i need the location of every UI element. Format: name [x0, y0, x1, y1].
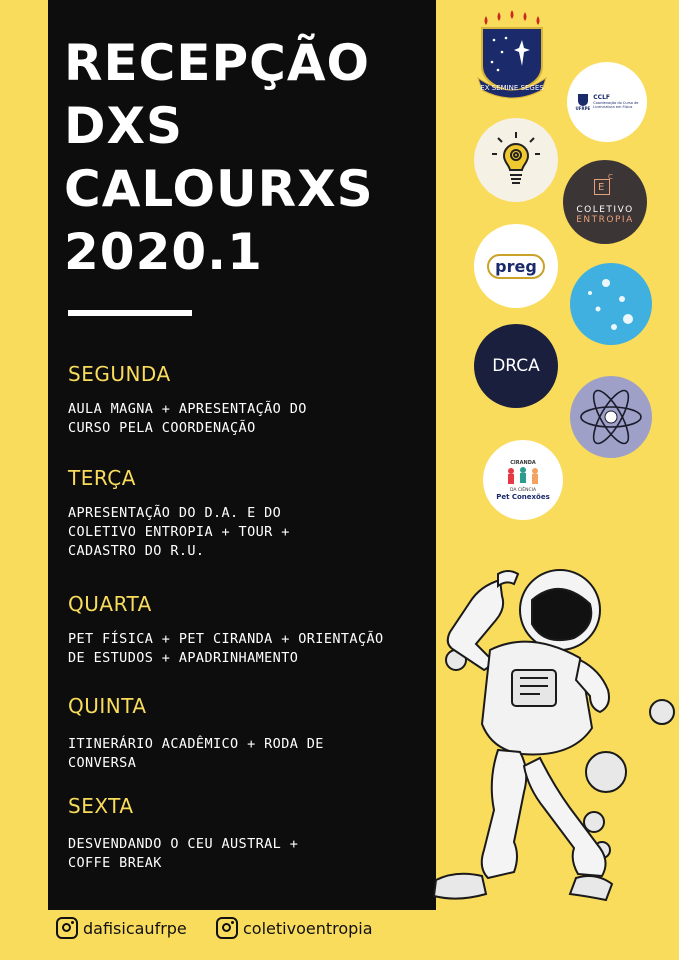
entropia-letter-e: E	[598, 182, 605, 193]
instagram-link-entropia[interactable]	[216, 917, 373, 939]
description-line: CADASTRO DO R.U.	[68, 543, 205, 559]
title-line: DXS	[64, 97, 184, 155]
title-line: 2020.1	[64, 223, 263, 281]
day-description-wednesday	[68, 630, 428, 668]
atom-logo	[570, 376, 652, 458]
title-line: RECEPÇÃO	[64, 34, 371, 92]
instagram-link-dafisica[interactable]	[56, 917, 187, 939]
day-description-friday	[68, 835, 428, 873]
description-line: ITINERÁRIO ACADÊMICO + RODA DE	[68, 736, 324, 752]
day-description-tuesday	[68, 504, 428, 561]
day-heading-monday: SEGUNDA	[68, 362, 171, 386]
day-heading-tuesday: TERÇA	[68, 466, 136, 490]
astronaut-illustration	[380, 560, 679, 940]
description-line: DE ESTUDOS + APADRINHAMENTO	[68, 650, 299, 666]
description-line: COLETIVO ENTROPIA + TOUR +	[68, 524, 290, 540]
cclf-text: Coordenação do Curso de	[593, 100, 639, 105]
instagram-icon	[56, 917, 78, 939]
lightbulb-icon	[490, 130, 542, 190]
instagram-icon	[216, 917, 238, 939]
small-planet	[584, 812, 604, 832]
planet-logo	[570, 263, 652, 345]
lightbulb-logo	[474, 118, 558, 202]
page-title	[64, 32, 444, 284]
cclf-text: Licenciatura em Física	[593, 104, 633, 109]
atom-icon	[576, 382, 646, 452]
description-line: PET FÍSICA + PET CIRANDA + ORIENTAÇÃO	[68, 631, 384, 647]
day-description-monday	[68, 400, 428, 438]
preg-label: preg	[495, 256, 537, 276]
entropia-label: COLETIVO	[576, 205, 634, 215]
drca-label: DRCA	[492, 356, 540, 376]
day-heading-wednesday: QUARTA	[68, 592, 152, 616]
ufrpe-crest-logo	[472, 10, 552, 102]
instagram-handle: dafisicaufrpe	[83, 918, 187, 938]
description-line: CONVERSA	[68, 755, 137, 771]
coletivo-entropia-logo	[563, 160, 647, 244]
entropia-mark	[594, 173, 616, 201]
small-planet	[650, 700, 674, 724]
cclf-abbr: CCLF	[593, 93, 610, 101]
pet-label: Pet Conexões	[496, 492, 550, 501]
drca-logo	[474, 324, 558, 408]
pet-conexoes-logo	[483, 440, 563, 520]
preg-logo	[474, 224, 558, 308]
day-description-thursday	[68, 735, 428, 773]
shield-icon	[578, 94, 588, 106]
children-circle-icon	[503, 466, 543, 488]
title-line: CALOURXS	[64, 160, 374, 218]
title-divider	[68, 310, 192, 316]
ciranda-label: CIRANDA	[510, 459, 536, 466]
cclf-logo	[567, 62, 647, 142]
crest-motto: EX SEMINE SEGES	[480, 84, 544, 92]
description-line: APRESENTAÇÃO DO D.A. E DO	[68, 505, 282, 521]
ciranda-label: DA CIÊNCIA	[509, 487, 537, 493]
planet-icon	[570, 263, 652, 345]
instagram-handle: coletivoentropia	[243, 918, 373, 938]
small-planet	[586, 752, 626, 792]
entropia-letter-c: C	[608, 173, 613, 181]
ufrpe-label: UFRPE	[575, 105, 591, 111]
description-line: AULA MAGNA + APRESENTAÇÃO DO	[68, 401, 307, 417]
description-line: COFFE BREAK	[68, 855, 162, 871]
description-line: DESVENDANDO O CEU AUSTRAL +	[68, 836, 299, 852]
entropia-label: ENTROPIA	[576, 215, 634, 225]
description-line: CURSO PELA COORDENAÇÃO	[68, 420, 256, 436]
day-heading-thursday: QUINTA	[68, 694, 147, 718]
day-heading-friday: SEXTA	[68, 794, 134, 818]
